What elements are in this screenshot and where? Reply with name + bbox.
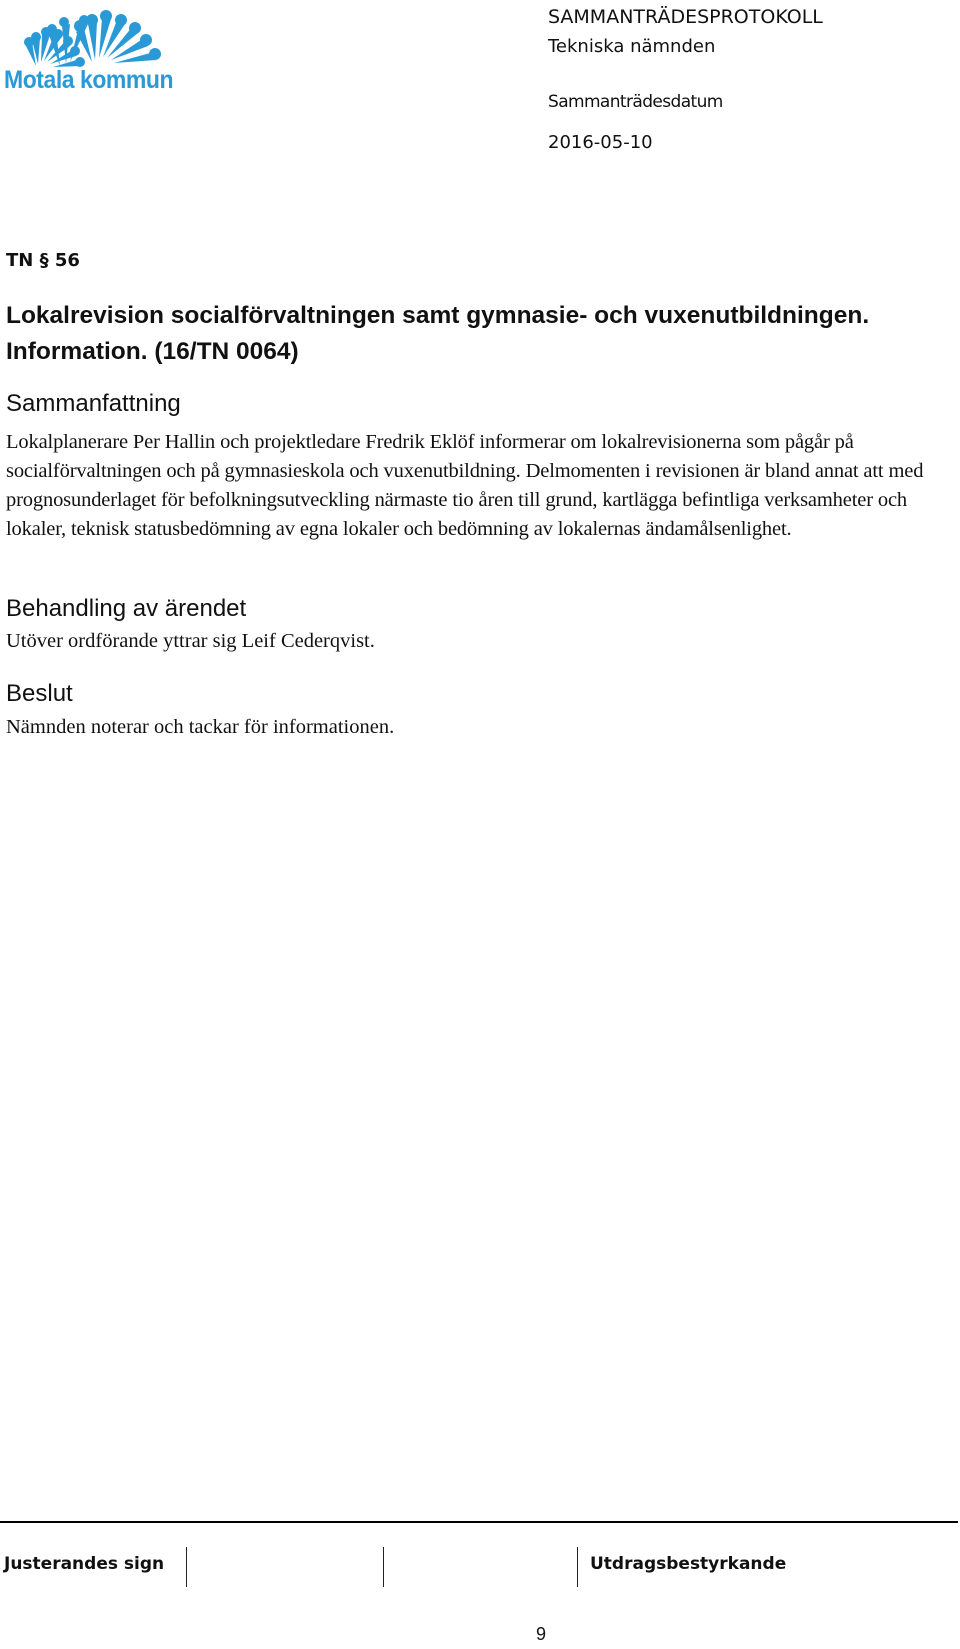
handling-text: Utöver ordförande yttrar sig Leif Cederqvist. bbox=[6, 630, 375, 652]
signature-field-divider bbox=[383, 1547, 384, 1587]
logo-wordmark: Motala kommun bbox=[4, 66, 174, 94]
paragraph-number: TN § 56 bbox=[6, 250, 80, 271]
summary-text: Lokalplanerare Per Hallin och projektledare Fredrik Eklöf informerar om lokalrevisionerna som pågår på socialförvaltningen och på gymnasieskola och vuxenutbildning. Delmomenten i revisionen är bland annat att med prognosunderlaget för befolkningsutveckling närmaste tio åren till grund, kartlägga befintliga verksamheter och lokaler, teknisk statusbedömning av egna lokaler och bedömning av lokalernas ändamålsenlighet. bbox=[6, 431, 924, 540]
footer-divider bbox=[0, 1521, 958, 1523]
handling-heading: Behandling av ärendet bbox=[6, 595, 247, 622]
logo-rays-icon bbox=[4, 2, 176, 72]
document-type: SAMMANTRÄDESPROTOKOLL bbox=[548, 6, 823, 28]
extract-certification-label: Utdragsbestyrkande bbox=[590, 1554, 787, 1574]
signature-field-divider bbox=[577, 1547, 578, 1587]
committee-name: Tekniska nämnden bbox=[548, 36, 716, 57]
meeting-date-value: 2016-05-10 bbox=[548, 132, 653, 153]
meeting-date-label: Sammanträdesdatum bbox=[548, 92, 723, 112]
page-title: Lokalrevision socialförvaltningen samt gymnasie- och vuxenutbildningen. Information. (16/TN 0064) bbox=[6, 302, 870, 365]
page-number: 9 bbox=[536, 1624, 547, 1644]
decision-heading: Beslut bbox=[6, 680, 73, 707]
summary-heading: Sammanfattning bbox=[6, 390, 181, 417]
signature-field-divider bbox=[186, 1547, 187, 1587]
decision-text: Nämnden noterar och tackar för informationen. bbox=[6, 716, 395, 738]
signature-label: Justerandes sign bbox=[4, 1554, 165, 1574]
